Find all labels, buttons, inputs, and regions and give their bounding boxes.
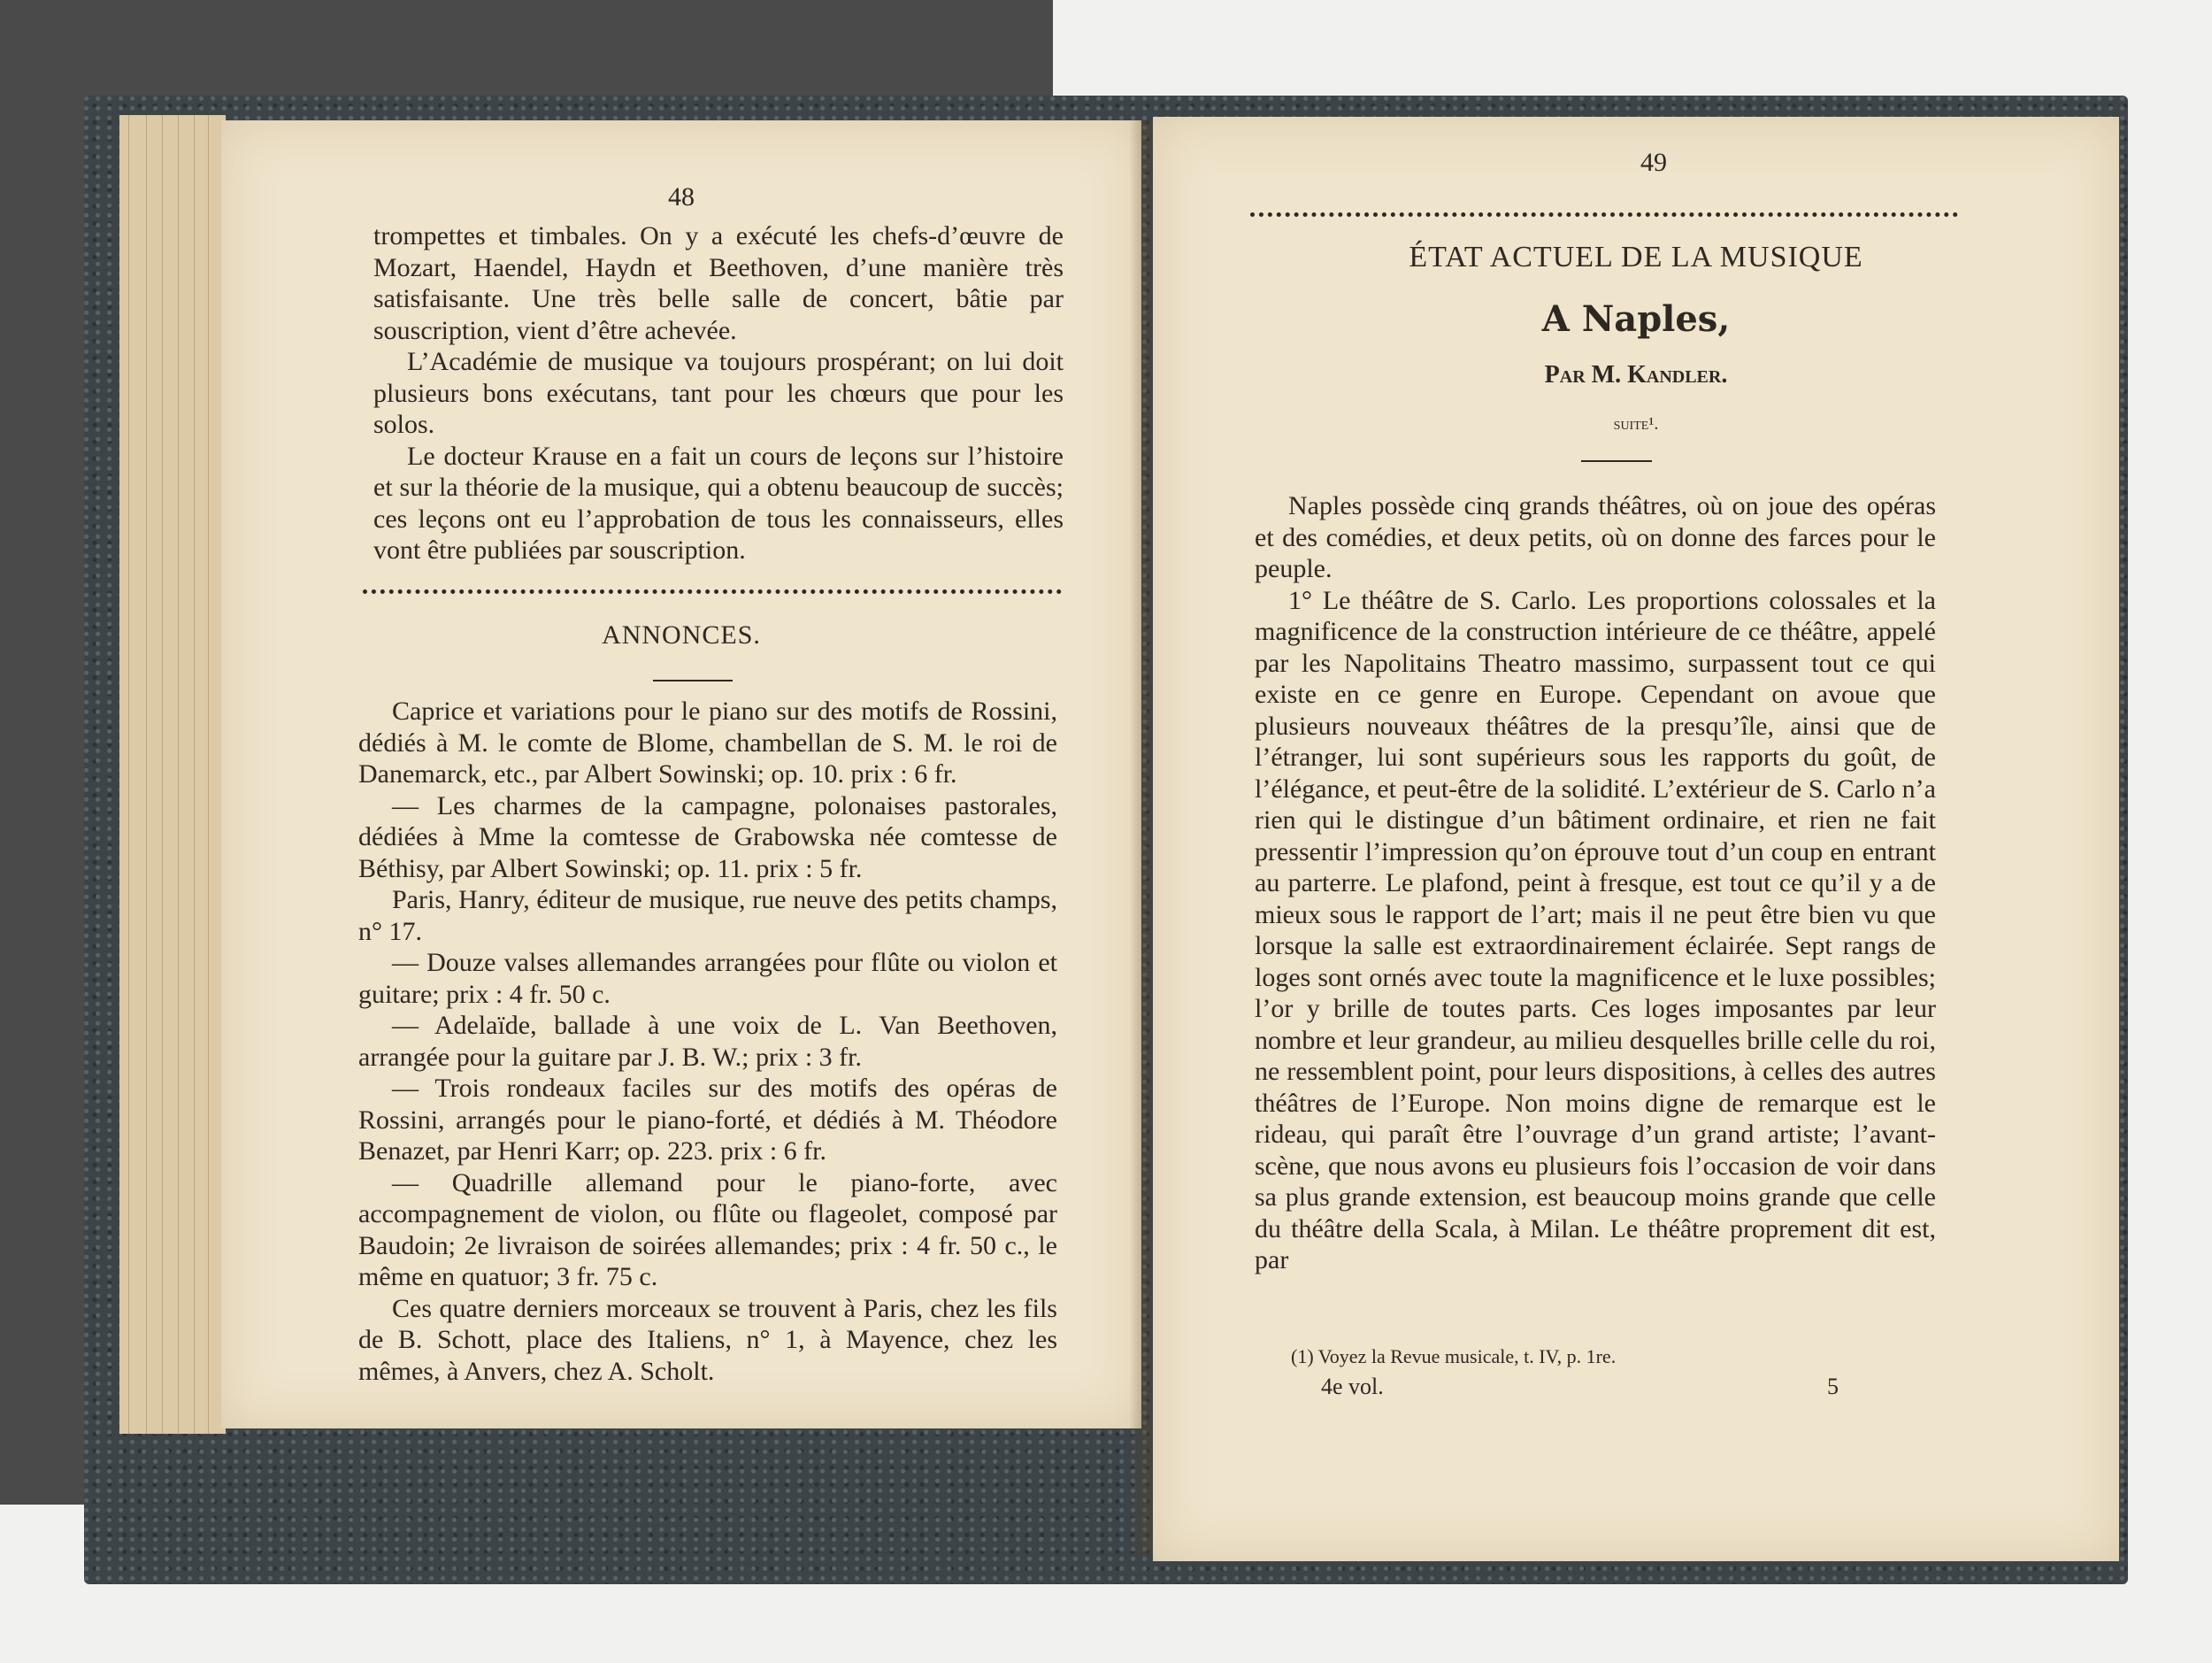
article-subtitle: A Naples, <box>1541 298 1731 340</box>
annonce-entry: — Adelaïde, ballade à une voix de L. Van Beethoven, arrangée pour la guitare par J. B. W.; prix : 3 fr. <box>358 1011 1057 1072</box>
right-page-number: 49 <box>1640 148 1667 177</box>
wavy-rule <box>1250 212 1958 217</box>
annonce-entry: — Les charmes de la campagne, polonaises pastorales, dédiées à Mme la comtesse de Grabowska née comtesse de Béthisy, par Albert Sowinski; op. 11. prix : 5 fr. <box>358 790 1057 883</box>
short-rule <box>653 680 733 681</box>
page-edge <box>128 115 134 1434</box>
article-title: ÉTAT ACTUEL DE LA MUSIQUE <box>1409 241 1863 273</box>
signature-mark: 5 <box>1827 1374 1839 1399</box>
annonce-entry: Paris, Hanry, éditeur de musique, rue neuve des petits champs, n° 17. <box>358 885 1057 946</box>
left-page-number: 48 <box>668 182 695 212</box>
page-edge <box>194 115 200 1434</box>
footnote: (1) Voyez la Revue musicale, t. IV, p. 1re. <box>1291 1345 1617 1367</box>
left-paragraph: L’Académie de musique va toujours prospérant; on lui doit plusieurs bons exécutans, tant pour les chœurs que pour les solos. <box>373 347 1064 439</box>
page-edge <box>208 115 214 1434</box>
page-edge <box>178 115 184 1434</box>
right-paragraph: Naples possède cinq grands théâtres, où on joue des opéras et des comédies, et deux petits, où on donne des farces pour le peuple. <box>1255 491 1936 583</box>
article-suite: suite¹. <box>1613 414 1659 434</box>
annonce-entry: — Douze valses allemandes arrangées pour flûte ou violon et guitare; prix : 4 fr. 50 c. <box>358 948 1057 1009</box>
annonce-entry: — Trois rondeaux faciles sur des motifs des opéras de Rossini, arrangés pour le piano-forté, et dédiés à M. Théodore Benazet, par Henri Karr; op. 223. prix : 6 fr. <box>358 1074 1057 1166</box>
left-body-text <box>373 220 1064 566</box>
page-stack-edge <box>119 115 226 1434</box>
left-paragraph: trompettes et timbales. On y a exécuté les chefs-d’œuvre de Mozart, Haendel, Haydn et Beethoven, d’une manière très satisfaisante. Une très belle salle de concert, bâtie par souscription, vient d’être achevée. <box>373 221 1064 345</box>
left-page <box>221 120 1141 1428</box>
annonce-entry: Caprice et variations pour le piano sur des motifs de Rossini, dédiés à M. le comte de Blome, chambellan de S. M. le roi de Danemarck, etc., par Albert Sowinski; op. 10. prix : 6 fr. <box>358 697 1057 789</box>
annonce-entry: Ces quatre derniers morceaux se trouvent à Paris, chez les fils de B. Schott, place des Italiens, n° 1, à Mayence, chez les mêmes, à Anvers, chez A. Scholt. <box>358 1293 1057 1386</box>
annonce-entry: — Quadrille allemand pour le piano-forte, avec accompagnement de violon, ou flûte ou flageolet, composé par Baudoin; 2e livraison de soirées allemandes; prix : 4 fr. 50 c., le même en quatuor; 3 fr. 75 c. <box>358 1167 1057 1291</box>
signature-volume: 4e vol. <box>1321 1374 1384 1399</box>
short-rule <box>1581 460 1652 462</box>
page-edge <box>162 115 168 1434</box>
wavy-rule <box>363 589 1062 594</box>
left-paragraph: Le docteur Krause en a fait un cours de leçons sur l’histoire et sur la théorie de la musique, qui a obtenu beaucoup de succès; ces leçons ont eu l’approbation de tous les connaisseurs, elles vont être publiées par souscription. <box>373 441 1064 565</box>
article-author: Par M. Kandler. <box>1544 361 1728 389</box>
right-body-text <box>1255 490 1936 1276</box>
annonces-heading: ANNONCES. <box>602 620 761 650</box>
right-page <box>1153 117 2119 1561</box>
page-edge <box>146 115 152 1434</box>
right-paragraph: 1° Le théâtre de S. Carlo. Les proportions colossales et la magnificence de la construction intérieure de ce théâtre, appelé par les Napolitains Theatro massimo, surpassent tout ce qui existe en ce genre en Europe. Cependant on avoue que plusieurs nouveaux théâtres de la presqu’île, ainsi que de l’étranger, lui sont supérieurs sous les rapports du goût, de l’élégance, et peut-être de la solidité. L’extérieur de S. Carlo n’a rien qui le distingue d’un bâtiment ordinaire, et rien ne fait pressentir l’impression qu’on éprouve tout d’un coup en entrant au parterre. Le plafond, peint à fresque, est tout ce qu’il y a de mieux sous le rapport de l’art; mais il ne peut être bien vu que lorsque la salle est extraordinairement éclairée. Sept rangs de loges sont ornés avec toute la magnificence et le luxe possibles; l’or y brille de toutes parts. Ces loges imposantes par leur nombre et leur grandeur, au milieu desquelles brille celle du roi, ne ressemblent point, pour leurs dispositions, à celles des autres théâtres de l’Europe. Non moins digne de remarque est le rideau, qui paraît être l’ouvrage d’un grand artiste; l’avant-scène, que nous avons eu plusieurs fois l’occasion de voir dans sa plus grande extension, est beaucoup moins grande que celle du théâtre della Scala, à Milan. Le théâtre proprement dit est, par <box>1255 585 1936 1274</box>
annonces-text <box>358 696 1057 1387</box>
